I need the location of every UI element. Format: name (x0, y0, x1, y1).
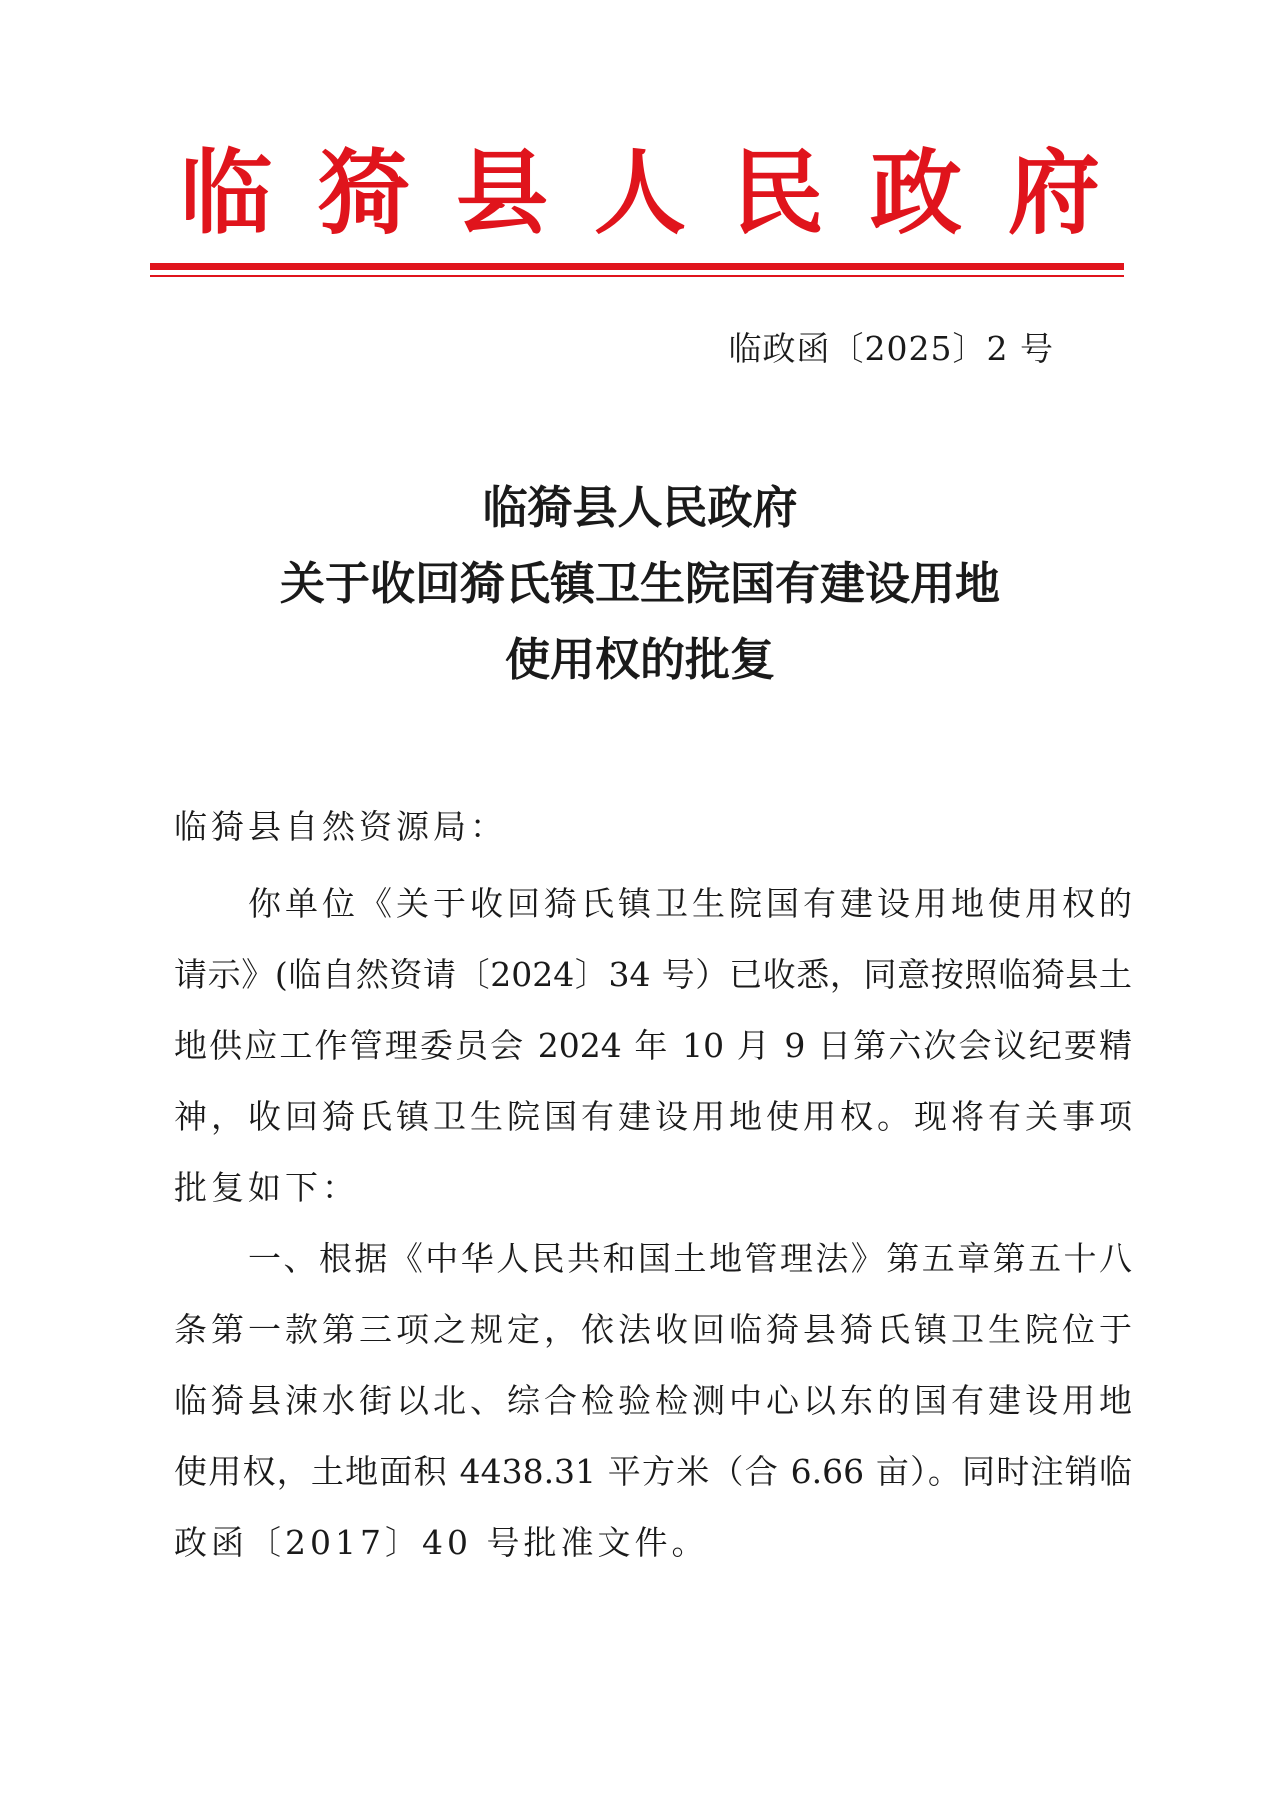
paragraph-1-line: 地供应工作管理委员会 2024 年 10 月 9 日第六次会议纪要精 (174, 1026, 1132, 1065)
paragraph-2-line: 条第一款第三项之规定，依法收回临猗县猗氏镇卫生院位于 (174, 1310, 1132, 1349)
document-number: 临政函〔2025〕2 号 (728, 329, 1054, 368)
title-line-3: 使用权的批复 (504, 633, 775, 686)
addressee: 临猗县自然资源局： (174, 807, 507, 846)
masthead-rule-thick (150, 263, 1124, 270)
paragraph-1-line: 批复如下： (174, 1168, 359, 1207)
paragraph-1-line: 神，收回猗氏镇卫生院国有建设用地使用权。现将有关事项 (174, 1097, 1132, 1136)
paragraph-2-line: 一、根据《中华人民共和国土地管理法》第五章第五十八 (248, 1239, 1132, 1278)
paragraph-1 (174, 868, 1132, 1223)
title-line-2: 关于收回猗氏镇卫生院国有建设用地 (279, 557, 1000, 610)
paragraph-2 (174, 1223, 1132, 1578)
paragraph-1-line: 请示》(临自然资请〔2024〕34 号）已收悉，同意按照临猗县土 (174, 955, 1132, 994)
paragraph-1-line: 你单位《关于收回猗氏镇卫生院国有建设用地使用权的 (248, 884, 1132, 923)
paragraph-2-line: 政函〔2017〕40 号批准文件。 (174, 1523, 709, 1562)
document-title (0, 470, 1280, 698)
title-line-1: 临猗县人民政府 (482, 481, 798, 534)
paragraph-2-line: 临猗县涑水街以北、综合检验检测中心以东的国有建设用地 (174, 1381, 1132, 1420)
masthead-issuer: 临猗县人民政府 (179, 140, 1146, 247)
masthead-rule-thin (150, 275, 1124, 277)
paragraph-2-line: 使用权，土地面积 4438.31 平方米（合 6.66 亩）。同时注销临 (174, 1452, 1132, 1491)
